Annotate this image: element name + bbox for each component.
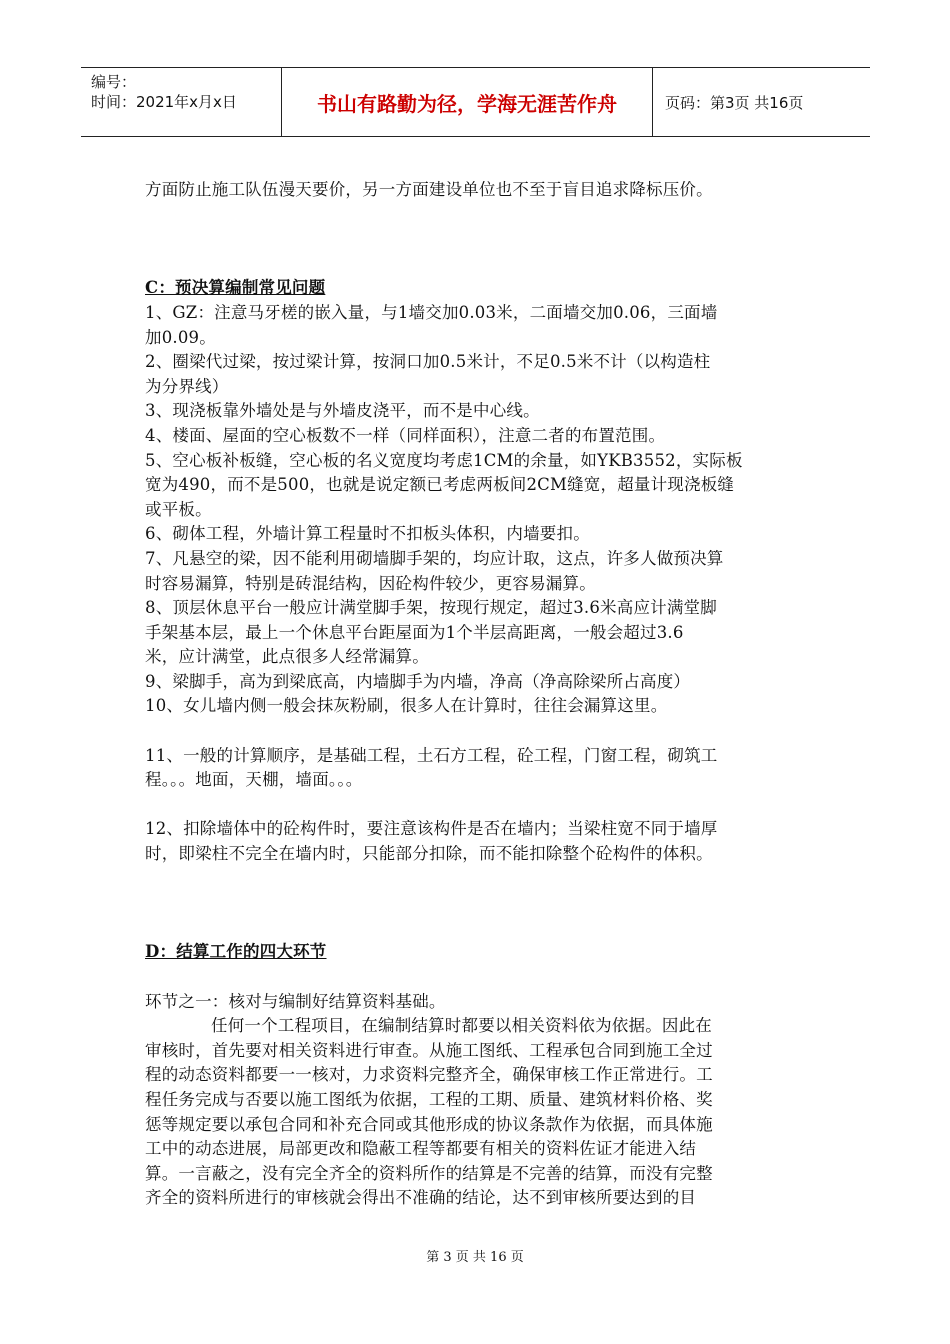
text-line: 2、圈梁代过梁，按过梁计算，按洞口加0.5米计，不足0.5米不计（以构造柱 [145,352,711,372]
header-motto: 书山有路勤为径，学海无涯苦作舟 [282,68,653,136]
text-line: 11、一般的计算顺序，是基础工程，土石方工程，砼工程，门窗工程，砌筑工 [145,745,718,765]
text-line: 加0.09。 [145,327,216,347]
text-line: 12、扣除墙体中的砼构件时，要注意该构件是否在墙内；当梁柱宽不同于墙厚 [145,819,718,839]
text-line: 6、砌体工程，外墙计算工程量时不扣板头体积，内墙要扣。 [145,524,590,544]
text-line: 齐全的资料所进行的审核就会得出不准确的结论，达不到审核所要达到的目 [145,1188,697,1208]
section-heading-d: D：结算工作的四大环节 [145,942,327,962]
page-header [81,67,870,137]
text-line: 程的动态资料都要一一核对，力求资料完整齐全，确保审核工作正常进行。工 [145,1065,713,1085]
blank-line [145,891,805,916]
text-line: 5、空心板补板缝，空心板的名义宽度均考虑1CM的余量，如YKB3552，实际板 [145,450,743,470]
text-line: 宽为490，而不是500，也就是说定额已考虑两板间2CM缝宽，超量计现浇板缝 [145,475,735,495]
blank-line [145,227,805,252]
text-line: 审核时，首先要对相关资料进行审查。从施工图纸、工程承包合同到施工全过 [145,1040,713,1060]
text-line: 算。一言蔽之，没有完全齐全的资料所作的结算是不完善的结算，而没有完整 [145,1163,713,1183]
blank-line [145,916,805,941]
document-body [145,178,805,1211]
text-line: 工中的动态进展，局部更改和隐蔽工程等都要有相关的资料佐证才能进入结 [145,1139,697,1159]
text-line: 9、梁脚手，高为到梁底高，内墙脚手为内墙，净高（净高除梁所占高度） [145,671,691,691]
document-number: 编号： [91,73,137,91]
text-line: 手架基本层，最上一个休息平台距屋面为1个半层高距离，一般会超过3.6 [145,622,684,642]
text-line: 7、凡悬空的梁，因不能利用砌墙脚手架的，均应计取，这点，许多人做预决算 [145,548,724,568]
text-line: 10、女儿墙内侧一般会抹灰粉刷，很多人在计算时，往往会漏算这里。 [145,696,668,716]
text-line: 时容易漏算，特别是砖混结构，因砼构件较少，更容易漏算。 [145,573,596,593]
blank-line [145,965,805,990]
header-meta [81,68,282,136]
blank-line [145,203,805,228]
header-page-info: 页码：第3页 共16页 [665,93,804,112]
text-line: 程任务完成与否要以施工图纸为依据，工程的工期、质量、建筑材料价格、奖 [145,1089,713,1109]
text-line: 8、顶层休息平台一般应计满堂脚手架，按现行规定，超过3.6米高应计满堂脚 [145,598,717,618]
text-line: 3、现浇板靠外墙处是与外墙皮浇平，而不是中心线。 [145,401,540,421]
blank-line [145,719,805,744]
section-heading-c: C：预决算编制常见问题 [145,278,326,298]
text-line: 4、楼面、屋面的空心板数不一样（同样面积），注意二者的布置范围。 [145,425,666,445]
text-line: 1、GZ：注意马牙槎的嵌入量，与1墙交加0.03米，二面墙交加0.06，三面墙 [145,302,718,322]
text-line: 为分界线） [145,376,229,396]
text-line: 惩等规定要以承包合同和补充合同或其他形成的协议条款作为依据，而具体施 [145,1114,713,1134]
blank-line [145,867,805,892]
document-date: 时间：2021年x月x日 [91,93,237,111]
blank-line [145,252,805,277]
page-footer: 第 3 页 共 16 页 [426,1250,524,1265]
text-line: 方面防止施工队伍漫天要价，另一方面建设单位也不至于盲目追求降标压价。 [145,180,713,199]
text-line: 环节之一：核对与编制好结算资料基础。 [145,991,446,1011]
text-line: 米，应计满堂，此点很多人经常漏算。 [145,647,429,667]
text-line: 或平板。 [145,499,212,519]
text-line: 程。。。地面，天棚，墙面。。。 [145,770,363,790]
text-line: 时，即梁柱不完全在墙内时，只能部分扣除，而不能扣除整个砼构件的体积。 [145,844,713,864]
blank-line [145,793,805,818]
text-line: 任何一个工程项目，在编制结算时都要以相关资料依为依据。因此在 [211,1016,712,1036]
